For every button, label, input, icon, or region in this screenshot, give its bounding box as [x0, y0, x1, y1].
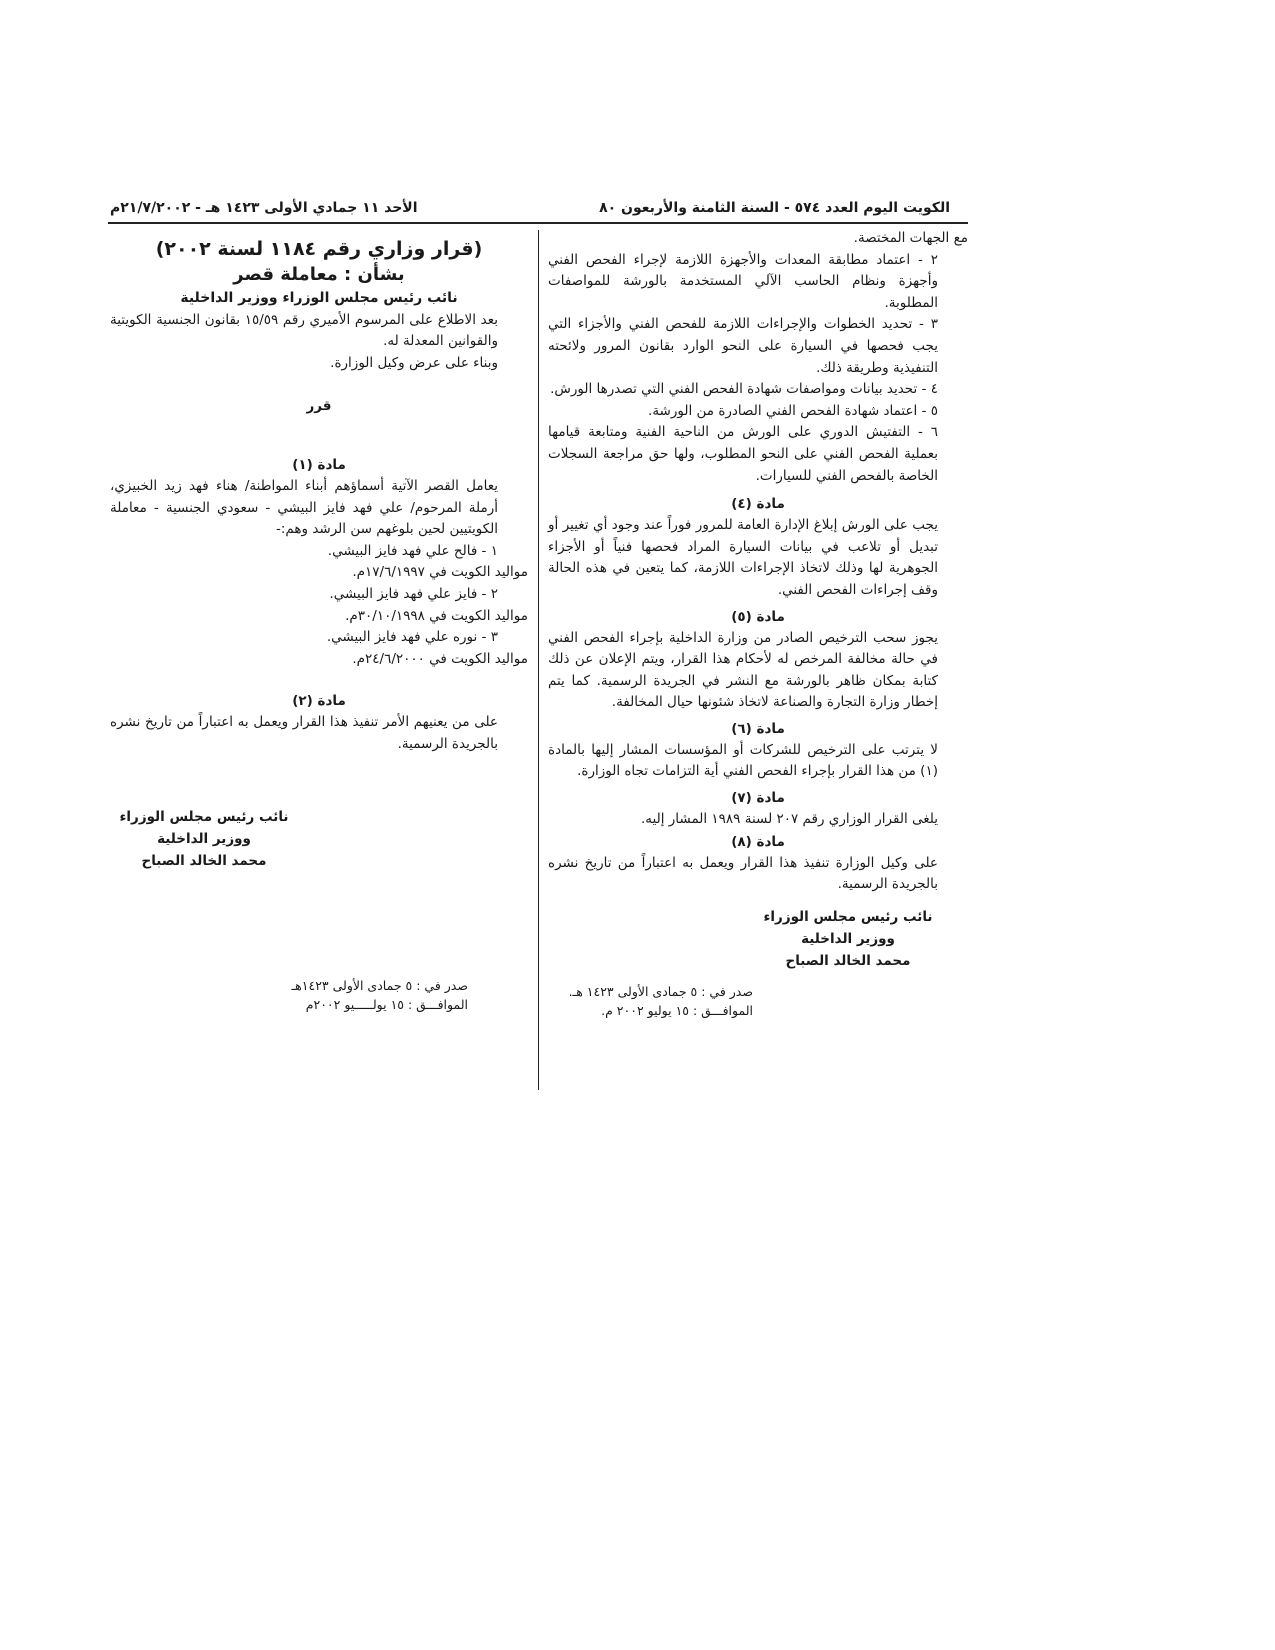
signature-block — [728, 906, 968, 972]
right-column — [548, 228, 968, 1020]
preamble: وبناء على عرض وكيل الوزارة. — [330, 354, 498, 371]
paragraph: ٤ - تحديد بيانات ومواصفات شهادة الفحص الفني التي تصدرها الورش. — [550, 381, 938, 398]
issue-date-block — [548, 982, 753, 1020]
article-text: لا يترتب على الترخيص للشركات أو المؤسسات المشار إليها بالمادة (١) من هذا القرار بإجراء الفحص الفني أية التزامات تجاه الوزارة. — [548, 741, 938, 780]
article-heading: مادة (٢) — [292, 693, 346, 710]
article-text: يعامل القصر الآتية أسماؤهم أبناء المواطنة/ هناء فهد زيد الخبيزي، أرملة المرحوم/ علي فهد فايز البيشي - سعودي الجنسية - معاملة الكويتيين لحين بلوغهم سن الرشد وهم:- — [110, 477, 498, 538]
article-heading: مادة (٦) — [731, 720, 785, 737]
article-text: على من يعنيهم الأمر تنفيذ هذا القرار ويعمل به اعتباراً من تاريخ نشره بالجريدة الرسمية. — [110, 714, 498, 752]
article-text: يجوز سحب الترخيص الصادر من وزارة الداخلية بإجراء الفحص الفني في حالة مخالفة المرخص له لأحكام هذا القرار، ويتم الإعلان عن ذلك كتابة بمكان ظاهر بالورشة مع النشر في الجريدة الرسمية. كما يتم إخطار وزارة التجارة والصناعة لاتخاذ شئونها حيال المخالفة. — [548, 629, 938, 711]
article-text: يجب على الورش إبلاغ الإدارة العامة للمرور فوراً عند وجود أي تغيير أو تبديل أو تلاعب في بيانات السيارة المراد فحصها فنياً أو الأجزاء الجوهرية لها وذلك لاتخاذ الإجراءات اللازمة، كما يتعين في هذه الحالة وقف إجراءات الفحص الفني. — [548, 517, 938, 598]
signature-title: نائب رئيس مجلس الوزراء — [119, 808, 289, 825]
signature-title: ووزير الداخلية — [157, 830, 251, 847]
left-column — [110, 236, 528, 1014]
header-rule — [108, 222, 968, 224]
header-issue-info: الكويت اليوم العدد ٥٧٤ - السنة الثامنة والأربعون ٨٠ — [599, 200, 950, 216]
signature-block — [110, 806, 298, 872]
paragraph: ٣ - تحديد الخطوات والإجراءات اللازمة للفحص الفني والأجزاء التي يجب فحصها في السيارة على النحو الوارد بقانون المرور ولائحته التنفيذية وطريقة ذلك. — [548, 316, 938, 376]
article-heading: مادة (٥) — [731, 608, 785, 625]
corresponding-date: الموافـــق : ١٥ يوليو ٢٠٠٢ م. — [601, 1002, 753, 1018]
minor-birth: مواليد الكويت في ٢٤/٦/٢٠٠٠م. — [352, 650, 528, 667]
header-date: الأحد ١١ جمادي الأولى ١٤٢٣ هـ - ٢١/٧/٢٠٠٢م — [110, 200, 418, 216]
decided-heading: قرر — [306, 398, 332, 415]
minor-birth: مواليد الكويت في ١٧/٦/١٩٩٧م. — [352, 564, 528, 581]
signature-title: ووزير الداخلية — [801, 930, 895, 947]
article-heading: مادة (٤) — [731, 496, 785, 513]
decision-title: (قرار وزاري رقم ١١٨٤ لسنة ٢٠٠٢) — [155, 238, 483, 260]
article-heading: مادة (١) — [292, 456, 346, 473]
minor-name: ٢ - فايز علي فهد فايز البيشي. — [329, 585, 498, 602]
paragraph: ٦ - التفتيش الدوري على الورش من الناحية الفنية ومتابعة قيامها بعملية الفحص الفني على النحو المطلوب، ولها حق مراجعة السجلات الخاصة بالفحص الفني للسيارات. — [548, 424, 938, 484]
minor-name: ١ - فالح علي فهد فايز البيشي. — [327, 542, 498, 559]
decision-subject: بشأن : معاملة قصر — [233, 264, 405, 285]
signature-title: نائب رئيس مجلس الوزراء — [763, 908, 933, 925]
issuer-heading: نائب رئيس مجلس الوزراء ووزير الداخلية — [180, 290, 458, 306]
issue-date-block — [110, 976, 468, 1014]
signature-name: محمد الخالد الصباح — [785, 952, 911, 969]
paragraph: مع الجهات المختصة. — [853, 230, 968, 246]
article-heading: مادة (٧) — [731, 790, 785, 807]
minor-birth: مواليد الكويت في ٣٠/١٠/١٩٩٨م. — [345, 607, 528, 624]
corresponding-date: الموافـــق : ١٥ يولـــــيو ٢٠٠٢م — [305, 996, 468, 1012]
paragraph: ٢ - اعتماد مطابقة المعدات والأجهزة اللازمة لإجراء الفحص الفني وأجهزة ونظام الحاسب الآلي المستخدمة بالورشة للمواصفات المطلوبة. — [548, 251, 938, 311]
paragraph: ٥ - اعتماد شهادة الفحص الفني الصادرة من الورشة. — [648, 402, 938, 419]
minor-name: ٣ - نوره علي فهد فايز البيشي. — [326, 629, 498, 646]
signature-name: محمد الخالد الصباح — [141, 852, 267, 869]
issued-date: صدر في : ٥ جمادى الأولى ١٤٢٣ هـ. — [568, 983, 753, 999]
article-heading: مادة (٨) — [731, 833, 785, 850]
preamble: بعد الاطلاع على المرسوم الأميري رقم ١٥/٥٩ بقانون الجنسية الكويتية والقوانين المعدلة له. — [110, 311, 498, 350]
column-divider — [538, 230, 539, 1090]
issued-date: صدر في : ٥ جمادى الأولى ١٤٢٣هـ — [291, 977, 468, 993]
article-text: يلغى القرار الوزاري رقم ٢٠٧ لسنة ١٩٨٩ المشار إليه. — [641, 811, 938, 828]
article-text: على وكيل الوزارة تنفيذ هذا القرار ويعمل به اعتباراً من تاريخ نشره بالجريدة الرسمية. — [548, 854, 938, 893]
